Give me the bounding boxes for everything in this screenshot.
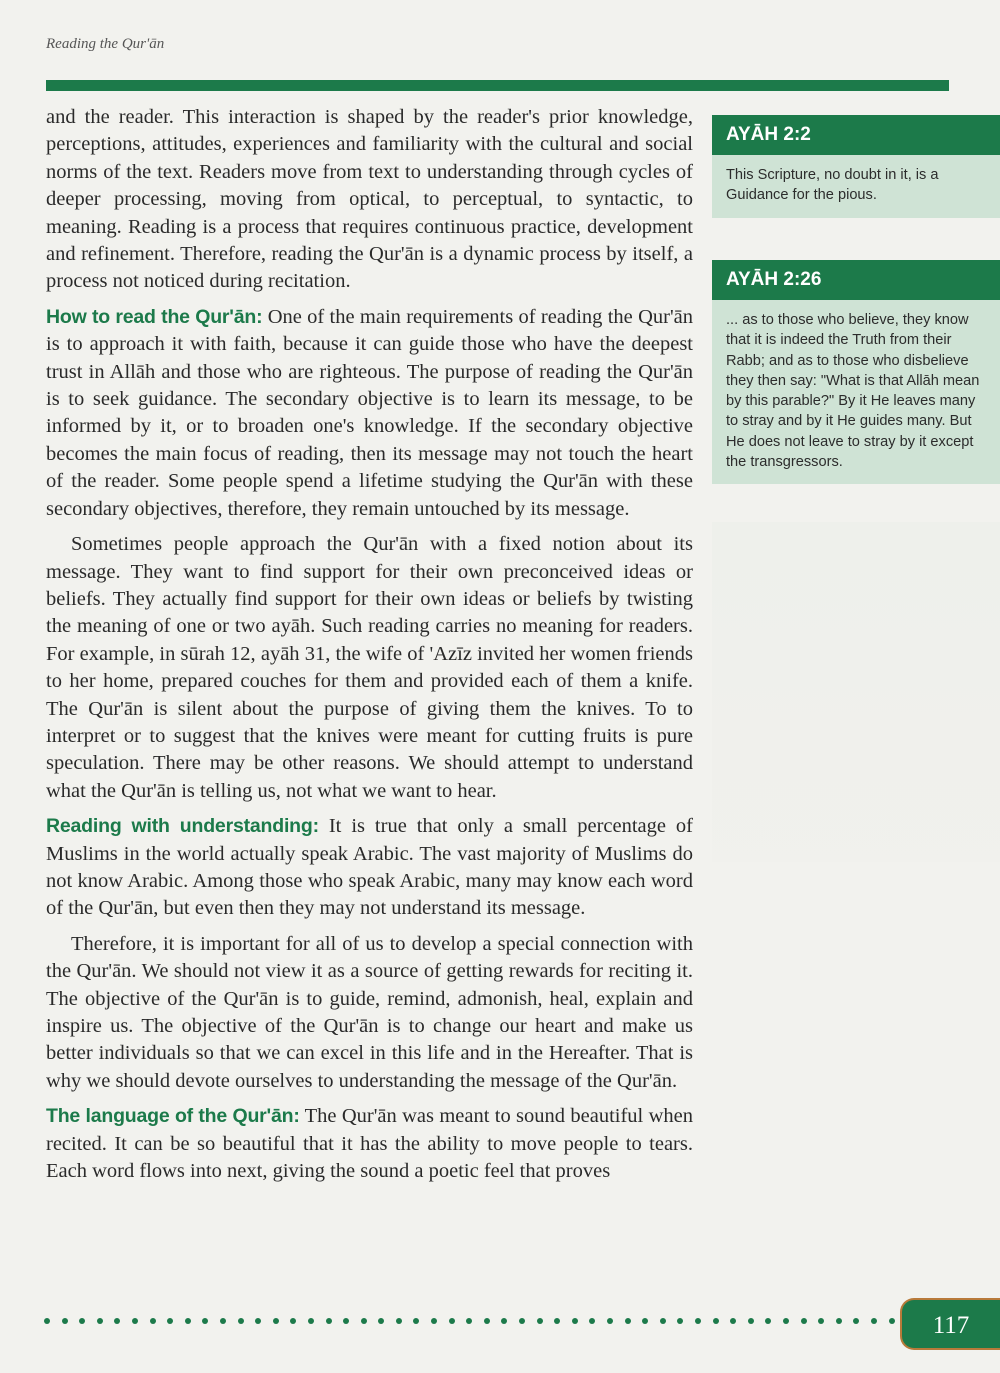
footer-dot: [97, 1318, 103, 1324]
footer-dot: [853, 1318, 859, 1324]
ayah-box-title: AYĀH 2:2: [712, 115, 1000, 155]
ayah-line: to stray and by it He guides many. But: [726, 413, 972, 430]
footer-dot: [730, 1318, 736, 1324]
footer-dot: [889, 1318, 895, 1324]
footer-dot: [114, 1318, 120, 1324]
ayah-box-title: AYĀH 2:26: [712, 260, 1000, 300]
footer-dot: [326, 1318, 332, 1324]
heading-language: The language of the Qur'ān:: [46, 1105, 300, 1128]
ayah-line: Guidance for the pious.: [726, 187, 877, 204]
footer-dot: [519, 1318, 525, 1324]
ayah-box-body: [712, 155, 1000, 218]
faded-margin-area: [712, 522, 1000, 862]
ayah-box-body: [712, 300, 1000, 484]
footer-dot: [308, 1318, 314, 1324]
paragraph-preconceived: Sometimes people approach the Qur'ān with a fixed notion about its message. They want to find support for their own preconceived ideas or beliefs. They actually find support for their own ideas or beliefs by twisting the meaning of one or two ayāh. Such reading carries no meaning for readers. For example, in sūrah 12, ayāh 31, the wife of 'Azīz invited her women friends to her home, prepared couches for them and provided each of them a knife. The Qur'ān is silent about the purpose of giving them the knives. To to interpret or to suggest that the knives were meant for cutting fruits is pure speculation. There may be other reasons. We should attempt to understand what the Qur'ān is telling us, not what we want to hear.: [46, 533, 693, 802]
top-rule: [46, 80, 949, 91]
footer-dot: [290, 1318, 296, 1324]
footer-dot: [589, 1318, 595, 1324]
footer-dot: [343, 1318, 349, 1324]
paragraph-language: [46, 1103, 693, 1185]
footer-dot: [238, 1318, 244, 1324]
paragraph-intro: and the reader. This interaction is shaped by the reader's prior knowledge, perceptions, attitudes, experiences and familiarity with the cultural and social norms of the text. Readers move from text to understanding through cycles of deeper processing, moving from optical, to perceptual, to syntactic, to meaning. Reading is a process that requires continuous practice, development and refinement. Therefore, reading the Qur'ān is a dynamic process by itself, a process not noticed during recitation.: [46, 106, 693, 293]
running-head: Reading the Qur'ān: [46, 36, 165, 52]
text-how-to-read: One of the main requirements of reading the Qur'ān is to approach it with faith, because it can guide those who have the deepest trust in Allāh and those who are righteous. The purpose of reading the Qur'ān is to seek guidance. The secondary objective is to learn its message, to be informed by it, or to broaden one's knowledge. If the secondary objective becomes the main focus of reading, then its message may not touch the heart of the reader. Some people spend a lifetime studying the Qur'ān with these secondary objectives, therefore, they remain untouched by its message.: [46, 305, 693, 520]
footer-dot: [607, 1318, 613, 1324]
footer-dot: [625, 1318, 631, 1324]
paragraph-connection: Therefore, it is important for all of us to develop a special connection with the Qur'ān. We should not view it as a source of getting rewards for reciting it. The objective of the Qur'ān is to guide, remind, admonish, heal, explain and inspire us. The objective of the Qur'ān is to change our heart and make us better individuals so that we can excel in this life and in the Hereafter. That is why we should devote ourselves to understanding the message of the Qur'ān.: [46, 932, 693, 1092]
footer-dot: [44, 1318, 50, 1324]
heading-reading-understanding: Reading with understanding:: [46, 815, 319, 838]
footer-dot: [255, 1318, 261, 1324]
ayah-box-2-2: [712, 115, 1000, 218]
main-text-column: [46, 104, 693, 1185]
footer-dot: [677, 1318, 683, 1324]
ayah-line: by this parable?" By it He leaves many: [726, 393, 976, 410]
footer-dot: [185, 1318, 191, 1324]
footer-dot: [642, 1318, 648, 1324]
footer-dot: [431, 1318, 437, 1324]
text-language: The Qur'ān was meant to sound beautiful when recited. It can be so beautiful that it has the ability to move people to tears. Each word flows into next, giving the sound a poetic feel that proves: [46, 1105, 693, 1183]
ayah-line: This Scripture, no doubt in it, is a: [726, 167, 939, 183]
ayah-line: He does not leave to stray by it except: [726, 433, 974, 450]
ayah-box-2-26: [712, 260, 1000, 484]
footer-dot: [871, 1318, 877, 1324]
footer-dot: [484, 1318, 490, 1324]
dotted-footer-rule: [44, 1318, 894, 1330]
ayah-line: that it is indeed the Truth from their: [726, 332, 952, 349]
footer-dot: [79, 1318, 85, 1324]
footer-dot: [396, 1318, 402, 1324]
paragraph-how-to-read: [46, 304, 693, 523]
footer-dot: [132, 1318, 138, 1324]
ayah-line: they then say: "What is that Allāh mean: [726, 372, 980, 389]
ayah-line: ... as to those who believe, they know: [726, 312, 969, 328]
ayah-line: Rabb; and as to those who disbelieve: [726, 352, 969, 369]
footer-dot: [501, 1318, 507, 1324]
footer-dot: [378, 1318, 384, 1324]
footer-dot: [783, 1318, 789, 1324]
footer-dot: [660, 1318, 666, 1324]
footer-dot: [273, 1318, 279, 1324]
footer-dot: [572, 1318, 578, 1324]
footer-dot: [554, 1318, 560, 1324]
footer-dot: [220, 1318, 226, 1324]
ayah-line: the transgressors.: [726, 454, 843, 471]
footer-dot: [748, 1318, 754, 1324]
footer-dot: [713, 1318, 719, 1324]
footer-dot: [537, 1318, 543, 1324]
footer-dot: [466, 1318, 472, 1324]
footer-dot: [818, 1318, 824, 1324]
footer-dot: [765, 1318, 771, 1324]
footer-dot: [202, 1318, 208, 1324]
footer-dot: [413, 1318, 419, 1324]
footer-dot: [167, 1318, 173, 1324]
footer-dot: [62, 1318, 68, 1324]
heading-how-to-read: How to read the Qur'ān:: [46, 305, 263, 328]
paragraph-understanding: [46, 813, 693, 923]
footer-dot: [150, 1318, 156, 1324]
footer-dot: [361, 1318, 367, 1324]
footer-dot: [801, 1318, 807, 1324]
footer-dot: [449, 1318, 455, 1324]
footer-dot: [836, 1318, 842, 1324]
footer-dot: [695, 1318, 701, 1324]
page-number-tab: 117: [900, 1298, 1000, 1350]
text-reading-understanding: It is true that only a small percentage of Muslims in the world actually speak Arabic. The vast majority of Muslims do not know Arabic. Among those who speak Arabic, many may know each word of the Qur'ān, but even then they may not understand its message.: [46, 815, 694, 920]
